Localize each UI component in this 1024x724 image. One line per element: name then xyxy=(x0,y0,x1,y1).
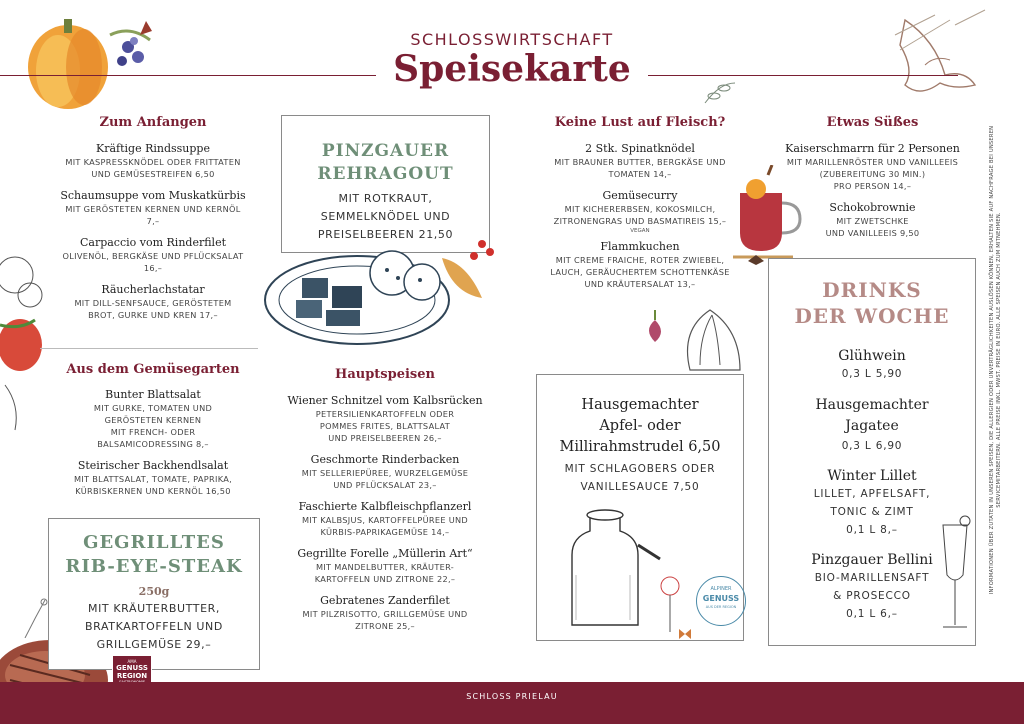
item-description: MIT SELLERIEPÜREE, WURZELGEMÜSE UND PFLÜCKSALAT 23,– xyxy=(301,468,469,490)
section-title: Keine Lust auf Fleisch? xyxy=(554,115,726,130)
item-description: MIT GERÖSTETEN KERNEN UND KERNÖL 7,– xyxy=(65,204,241,226)
item-name: Steirischer Backhendlsalat xyxy=(77,459,229,472)
rehragout-box xyxy=(281,115,490,253)
alpiner-genuss-badge xyxy=(696,576,746,626)
alpiner-main: GENUSS xyxy=(702,594,740,603)
item-description: MIT BRAUNER BUTTER, BERGKÄSE UND TOMATEN 14,– xyxy=(554,157,726,179)
ribeye-box xyxy=(48,518,260,670)
footer-text: SCHLOSS PRIELAU xyxy=(466,692,558,701)
list-item xyxy=(769,347,975,383)
section-hauptspeisen xyxy=(276,367,494,632)
badge-line2: GENUSS xyxy=(116,664,148,672)
drink-description: 0,3 L 5,90 xyxy=(841,368,903,380)
list-item xyxy=(769,395,975,455)
item-name: Gemüsecurry xyxy=(602,189,678,202)
item-description: MIT BLATTSALAT, TOMATE, PAPRIKA, KÜRBISKERNEN UND KERNÖL 16,50 xyxy=(73,474,233,496)
item-name: Räucherlachstatar xyxy=(101,283,205,296)
item-name: Schaumsuppe vom Muskatkürbis xyxy=(60,189,246,202)
item-description: MIT MANDELBUTTER, KRÄUTER- KARTOFFELN UND ZITRONE 22,– xyxy=(314,562,456,584)
item-name: Carpaccio vom Rinderfilet xyxy=(79,236,227,249)
item-description: MIT KASPRESSKNÖDEL ODER FRITTATEN UND GEMÜSESTREIFEN 6,50 xyxy=(65,157,241,179)
item-name: 2 Stk. Spinatknödel xyxy=(585,142,695,155)
list-item xyxy=(276,547,494,585)
item-description: MIT ZWETSCHKE UND VANILLEEIS 9,50 xyxy=(825,216,920,238)
section-zum-anfangen xyxy=(42,115,264,321)
item-name: Bunter Blattsalat xyxy=(105,388,201,401)
onion-and-cabbage-illustration xyxy=(640,300,750,375)
list-item xyxy=(770,201,975,239)
item-description: MIT MARILLENRÖSTER UND VANILLEEIS (ZUBEREITUNG 30 MIN.) PRO PERSON 14,– xyxy=(786,157,959,191)
item-description: MIT GURKE, TOMATEN UND GERÖSTETEN KERNEN MIT FRENCH- ODER BALSAMICODRESSING 8,– xyxy=(93,403,213,449)
drinks-title-line2: DER WOCHE xyxy=(794,304,950,328)
list-item xyxy=(276,500,494,538)
item-name: Gebratenes Zanderfilet xyxy=(320,594,450,607)
drink-name: Winter Lillet xyxy=(827,468,917,484)
ribeye-title-line1: GEGRILLTES xyxy=(83,532,225,553)
ragout-plate-illustration xyxy=(262,238,522,356)
badge-line1: AMA xyxy=(127,659,137,664)
list-item xyxy=(42,283,264,321)
list-item xyxy=(276,394,494,444)
ribeye-description: MIT KRÄUTERBUTTER, BRATKARTOFFELN UND GRILLGEMÜSE 29,– xyxy=(85,602,223,651)
drink-description: BIO-MARILLENSAFT & PROSECCO 0,1 L 6,– xyxy=(814,572,930,620)
butterfly-icon xyxy=(678,628,692,640)
section-suesses xyxy=(770,115,975,239)
item-name: Flammkuchen xyxy=(600,240,680,253)
ribeye-title-line2: RIB-EYE-STEAK xyxy=(65,556,243,577)
strudel-title-line3: Millirahmstrudel 6,50 xyxy=(559,439,721,455)
drink-name: Glühwein xyxy=(838,348,906,364)
allergen-note-text: INFORMATIONEN ÜBER ZUTATEN IN UNSEREN SPEISEN, DIE ALLERGIEN ODER UNVERTRÄGLICHKEITEN AUSLÖSEN KÖNNEN, ERHALTEN SIE AUF NACHFRAGE BEI UNSEREN SERVICEMITARBEITERN. ALLE PREISE INKL. MWST. PREISE IN EURO. ALLE SPEISEN AUCH ZUM MITNEHMEN. xyxy=(989,125,1002,595)
drinks-title xyxy=(769,277,975,329)
alpiner-bottom: AUS DER REGION xyxy=(705,605,737,609)
ribeye-weight: 250g xyxy=(138,585,170,598)
list-item xyxy=(530,240,750,290)
vegan-tag: VEGAN xyxy=(630,228,650,234)
strudel-title xyxy=(537,395,743,458)
page-title: Speisekarte xyxy=(393,48,631,90)
strudel-title-line2: Apfel- oder xyxy=(599,418,681,434)
footer-bar xyxy=(0,682,1024,724)
item-name: Wiener Schnitzel vom Kalbsrücken xyxy=(287,394,483,407)
list-item xyxy=(42,189,264,227)
item-description: MIT KICHERERBSEN, KOKOSMILCH, ZITRONENGRAS UND BASMATIREIS 15,– xyxy=(553,204,727,226)
herb-sprig-illustration xyxy=(20,598,50,638)
list-item xyxy=(276,453,494,491)
header-divider-left xyxy=(0,75,376,76)
drink-name: Pinzgauer Bellini xyxy=(811,552,933,568)
item-name: Faschierte Kalbfleischpflanzerl xyxy=(298,500,472,513)
list-item xyxy=(42,388,264,450)
list-item xyxy=(276,594,494,632)
badge-line3: REGION xyxy=(116,672,148,680)
alpiner-top: ALPINER xyxy=(710,586,732,592)
flower-illustration xyxy=(650,572,690,632)
item-name: Geschmorte Rinderbacken xyxy=(310,453,460,466)
rehragout-title-line1: PINZGAUER xyxy=(321,141,450,161)
divider xyxy=(40,348,258,349)
section-title: Etwas Süßes xyxy=(826,115,919,130)
drink-name: Hausgemachter Jagatee xyxy=(815,397,929,434)
section-title: Hauptspeisen xyxy=(335,367,435,382)
item-description: MIT DILL-SENFSAUCE, GERÖSTETEM BROT, GURKE UND KREN 17,– xyxy=(74,298,232,320)
strudel-title-line1: Hausgemachter xyxy=(581,397,699,413)
item-name: Kräftige Rindssuppe xyxy=(96,142,210,155)
list-item xyxy=(770,142,975,192)
item-description: MIT CREME FRAICHE, ROTER ZWIEBEL, LAUCH, GERÄUCHERTEM SCHOTTENKÄSE UND KRÄUTERSALAT 13,– xyxy=(550,255,730,289)
item-description: PETERSILIENKARTOFFELN ODER POMMES FRITES, BLATTSALAT UND PREISELBEEREN 26,– xyxy=(315,409,455,443)
list-item xyxy=(42,236,264,274)
ribeye-title xyxy=(49,531,259,579)
section-title: Zum Anfangen xyxy=(99,115,207,130)
list-item xyxy=(42,459,264,497)
rehragout-title-line2: REHRAGOUT xyxy=(317,164,454,184)
item-name: Kaiserschmarrn für 2 Personen xyxy=(785,142,960,155)
strudel-description: MIT SCHLAGOBERS ODER VANILLESAUCE 7,50 xyxy=(564,463,716,493)
section-title: Aus dem Gemüsegarten xyxy=(66,362,240,377)
item-name: Schokobrownie xyxy=(829,201,916,214)
allergen-side-note xyxy=(986,120,1006,600)
item-description: OLIVENÖL, BERGKÄSE UND PFLÜCKSALAT 16,– xyxy=(62,251,244,273)
rehragout-title xyxy=(282,140,489,186)
item-description: MIT PILZRISOTTO, GRILLGEMÜSE UND ZITRONE 25,– xyxy=(302,609,468,631)
champagne-glass-illustration xyxy=(935,515,975,635)
drink-description: LILLET, APFELSAFT, TONIC & ZIMT 0,1 L 8,– xyxy=(813,488,931,536)
item-name: Gegrillte Forelle „Müllerin Art“ xyxy=(297,547,473,560)
item-description: MIT KALBSJUS, KARTOFFELPÜREE UND KÜRBIS-PAPRIKAGEMÜSE 14,– xyxy=(301,515,469,537)
restaurant-subtitle: SCHLOSSWIRTSCHAFT xyxy=(410,30,614,49)
section-vegetarisch xyxy=(530,115,750,290)
list-item xyxy=(530,142,750,180)
drink-description: 0,3 L 6,90 xyxy=(841,440,903,452)
header-divider-right xyxy=(648,75,958,76)
list-item xyxy=(42,142,264,180)
drinks-title-line1: DRINKS xyxy=(822,278,922,302)
list-item xyxy=(530,189,750,234)
section-gemuesegarten xyxy=(42,362,264,497)
rehragout-description: MIT ROTKRAUT, SEMMELKNÖDEL UND PREISELBEEREN 21,50 xyxy=(317,192,454,241)
